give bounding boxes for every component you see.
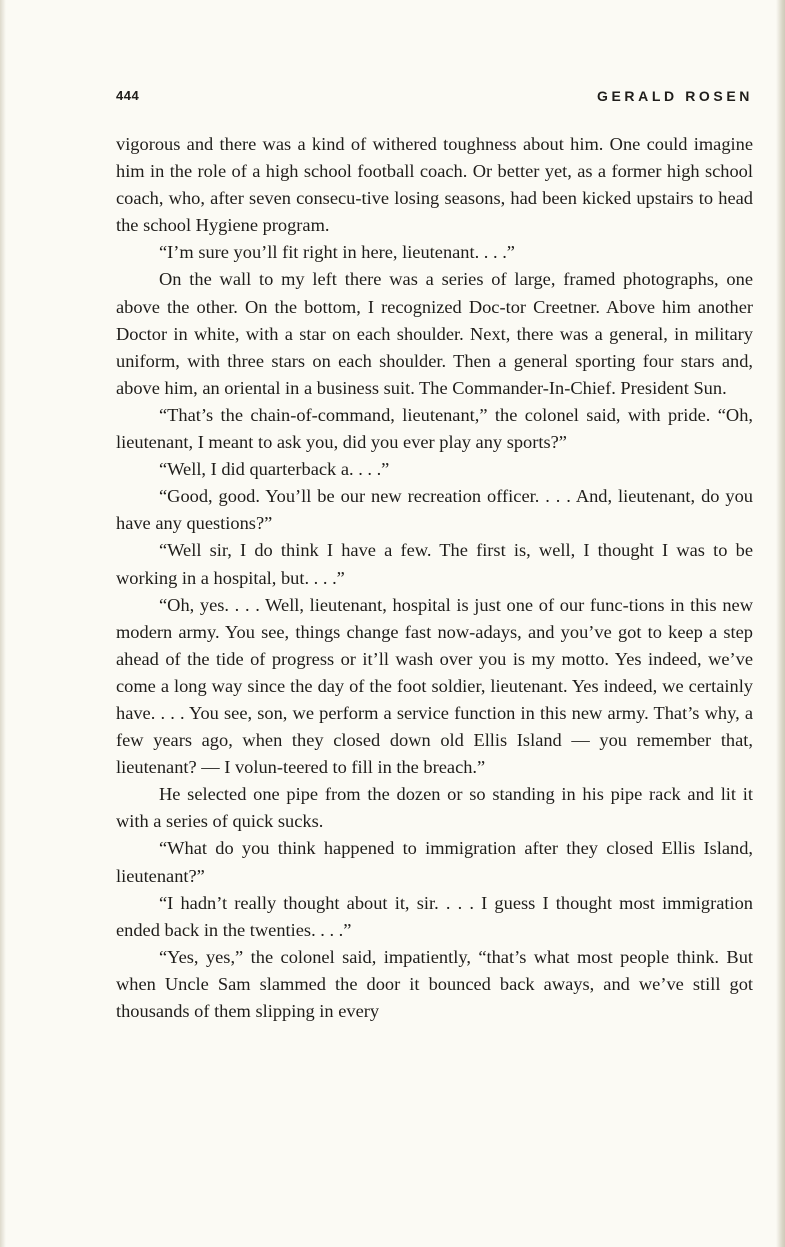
paragraph: “Well sir, I do think I have a few. The first is, well, I thought I was to be working in a hospital, but. . . .” xyxy=(116,540,753,588)
running-head xyxy=(116,88,753,108)
paragraph: “What do you think happened to immigration after they closed Ellis Island, lieutenant?” xyxy=(116,838,753,886)
page-number: 444 xyxy=(116,88,140,103)
body-text xyxy=(116,131,753,1025)
paragraph: “That’s the chain-of-command, lieutenant,” the colonel said, with pride. “Oh, lieutenant, I meant to ask you, did you ever play any sports?” xyxy=(116,404,753,453)
paragraph: He selected one pipe from the dozen or so standing in his pipe rack and lit it with a series of quick sucks. xyxy=(116,784,753,832)
page-edge-shadow-left xyxy=(0,0,6,1247)
running-head-author: GERALD ROSEN xyxy=(597,88,753,104)
paragraph: vigorous and there was a kind of withered toughness about him. One could imagine him in the role of a high school football coach. Or better yet, as a former high school coach, who, after seven consecu-tive losing seasons, had been kicked upstairs to head the school Hygiene program. xyxy=(116,134,753,236)
paragraph: “I’m sure you’ll fit right in here, lieutenant. . . .” xyxy=(159,242,515,263)
paragraph: “Well, I did quarterback a. . . .” xyxy=(159,459,390,480)
paragraph: “I hadn’t really thought about it, sir. . . . I guess I thought most immigration ended back in the twenties. . . .” xyxy=(116,892,753,940)
paragraph: “Good, good. You’ll be our new recreation officer. . . . And, lieutenant, do you have any questions?” xyxy=(116,486,753,534)
page-edge-shadow-right xyxy=(776,0,785,1247)
paragraph: “Yes, yes,” the colonel said, impatiently, “that’s what most people think. But when Uncle Sam slammed the door it bounced back aways, and we’ve still got thousands of them slipping in every xyxy=(116,946,753,1021)
paragraph: “Oh, yes. . . . Well, lieutenant, hospital is just one of our func-tions in this new modern army. You see, things change fast now-adays, and you’ve got to keep a step ahead of the tide of progress or it’ll wash over you is my motto. Yes indeed, we’ve come a long way since the day of the foot soldier, lieutenant. Yes indeed, we certainly have. . . . You see, son, we perform a service function in this new army. That’s why, a few years ago, when they closed down old Ellis Island — you remember that, lieutenant? — I volun-teered to fill in the breach.” xyxy=(116,594,753,778)
paragraph: On the wall to my left there was a series of large, framed photographs, one above the other. On the bottom, I recognized Doc-tor Creetner. Above him another Doctor in white, with a star on each shoulder. Next, there was a general, in military uniform, with three stars on each shoulder. Then a general sporting four stars and, above him, an oriental in a business suit. The Commander-In-Chief. President Sun. xyxy=(116,269,753,398)
